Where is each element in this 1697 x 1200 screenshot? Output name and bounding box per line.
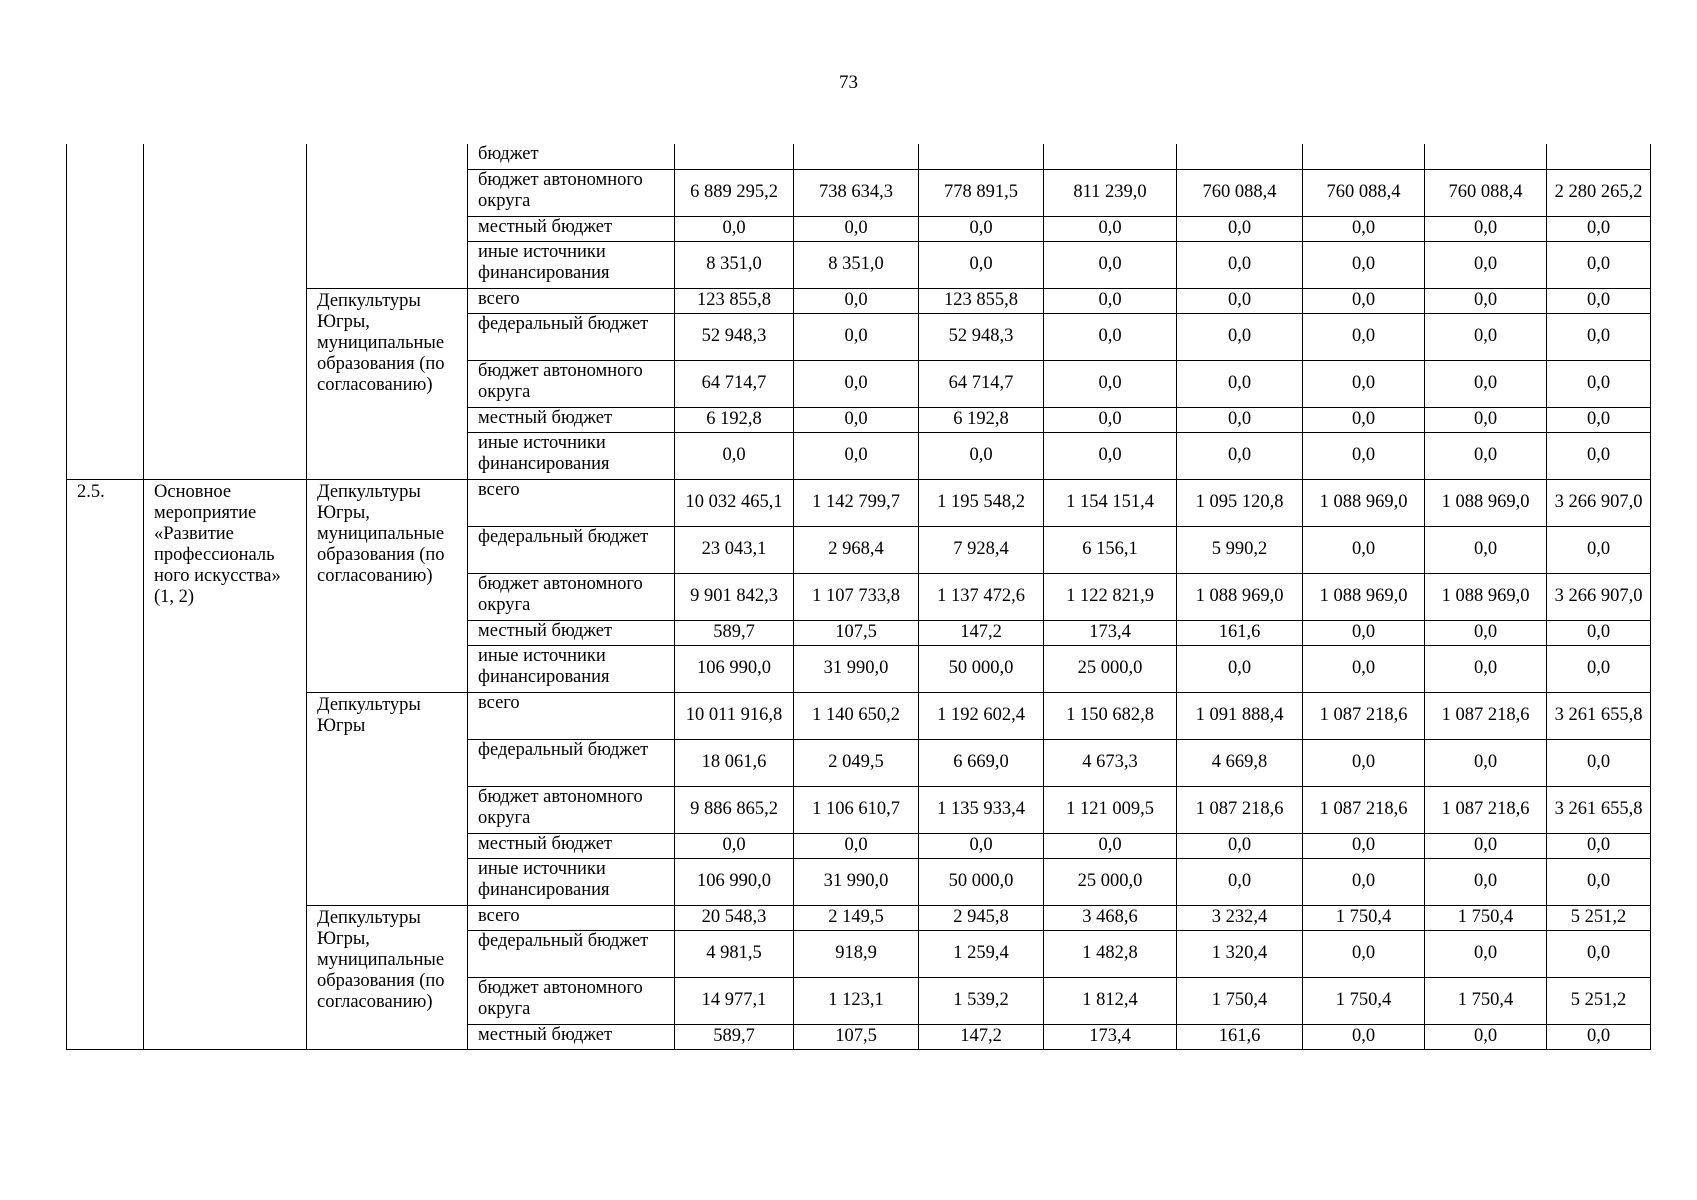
value-cell: 0,0 xyxy=(1177,288,1303,313)
value-cell: 23 043,1 xyxy=(675,526,794,573)
value-cell: 0,0 xyxy=(1177,241,1303,288)
value-cell: 0,0 xyxy=(1044,241,1177,288)
value-cell: 1 750,4 xyxy=(1303,977,1425,1024)
value-cell: 0,0 xyxy=(1177,645,1303,692)
value-cell: 738 634,3 xyxy=(794,169,919,216)
value-cell: 2 049,5 xyxy=(794,739,919,786)
value-cell: 0,0 xyxy=(1177,833,1303,858)
value-cell: 0,0 xyxy=(1425,526,1547,573)
value-cell: 147,2 xyxy=(919,620,1044,645)
value-cell: 3 468,6 xyxy=(1044,905,1177,930)
value-cell: 25 000,0 xyxy=(1044,858,1177,905)
measure-title-cell: Основное мероприятие «Развитие профессиональ ного искусства» (1, 2) xyxy=(144,479,307,1049)
value-cell: 173,4 xyxy=(1044,620,1177,645)
value-cell: 4 669,8 xyxy=(1177,739,1303,786)
value-cell: 1 750,4 xyxy=(1425,977,1547,1024)
value-cell xyxy=(1177,144,1303,169)
measure-number-cell: 2.5. xyxy=(67,479,144,1049)
value-cell: 1 192 602,4 xyxy=(919,692,1044,739)
funding-source-cell: всего xyxy=(468,905,675,930)
value-cell: 1 320,4 xyxy=(1177,930,1303,977)
value-cell: 5 990,2 xyxy=(1177,526,1303,573)
value-cell: 3 232,4 xyxy=(1177,905,1303,930)
value-cell: 1 122 821,9 xyxy=(1044,573,1177,620)
value-cell: 9 886 865,2 xyxy=(675,786,794,833)
value-cell: 1 539,2 xyxy=(919,977,1044,1024)
value-cell: 0,0 xyxy=(675,432,794,479)
value-cell: 0,0 xyxy=(1425,360,1547,407)
value-cell: 0,0 xyxy=(794,432,919,479)
value-cell: 0,0 xyxy=(794,216,919,241)
value-cell: 0,0 xyxy=(1425,407,1547,432)
value-cell: 0,0 xyxy=(1177,407,1303,432)
value-cell: 0,0 xyxy=(1547,407,1651,432)
value-cell: 1 106 610,7 xyxy=(794,786,919,833)
value-cell: 0,0 xyxy=(1425,216,1547,241)
value-cell: 0,0 xyxy=(1303,241,1425,288)
value-cell: 0,0 xyxy=(1547,526,1651,573)
value-cell: 0,0 xyxy=(1303,313,1425,360)
value-cell: 0,0 xyxy=(1303,645,1425,692)
funding-source-cell: бюджет xyxy=(468,144,675,169)
value-cell: 6 192,8 xyxy=(675,407,794,432)
executor-cell: Депкультуры Югры, муниципальные образования (по согласованию) xyxy=(307,479,468,692)
value-cell xyxy=(794,144,919,169)
value-cell: 0,0 xyxy=(1425,313,1547,360)
value-cell: 2 149,5 xyxy=(794,905,919,930)
value-cell: 0,0 xyxy=(1303,1024,1425,1049)
value-cell: 0,0 xyxy=(1044,432,1177,479)
value-cell: 0,0 xyxy=(919,216,1044,241)
value-cell: 4 673,3 xyxy=(1044,739,1177,786)
value-cell: 0,0 xyxy=(1547,288,1651,313)
value-cell: 1 088 969,0 xyxy=(1303,573,1425,620)
value-cell: 2 280 265,2 xyxy=(1547,169,1651,216)
value-cell: 760 088,4 xyxy=(1303,169,1425,216)
value-cell: 1 087 218,6 xyxy=(1303,692,1425,739)
value-cell: 0,0 xyxy=(1425,739,1547,786)
value-cell: 8 351,0 xyxy=(675,241,794,288)
value-cell: 0,0 xyxy=(1425,833,1547,858)
value-cell: 123 855,8 xyxy=(675,288,794,313)
value-cell: 589,7 xyxy=(675,620,794,645)
value-cell: 50 000,0 xyxy=(919,858,1044,905)
funding-source-cell: иные источники финансирования xyxy=(468,645,675,692)
value-cell: 0,0 xyxy=(675,833,794,858)
funding-source-cell: иные источники финансирования xyxy=(468,432,675,479)
page-number: 73 xyxy=(839,72,858,93)
value-cell: 0,0 xyxy=(1547,313,1651,360)
value-cell: 0,0 xyxy=(919,432,1044,479)
value-cell: 6 192,8 xyxy=(919,407,1044,432)
value-cell: 0,0 xyxy=(1547,858,1651,905)
funding-source-cell: федеральный бюджет xyxy=(468,930,675,977)
value-cell: 1 087 218,6 xyxy=(1303,786,1425,833)
value-cell: 0,0 xyxy=(919,833,1044,858)
value-cell: 173,4 xyxy=(1044,1024,1177,1049)
value-cell: 161,6 xyxy=(1177,1024,1303,1049)
funding-source-cell: федеральный бюджет xyxy=(468,739,675,786)
funding-source-cell: бюджет автономного округа xyxy=(468,977,675,1024)
value-cell: 918,9 xyxy=(794,930,919,977)
value-cell: 0,0 xyxy=(1547,241,1651,288)
value-cell: 0,0 xyxy=(1425,645,1547,692)
value-cell: 0,0 xyxy=(1547,1024,1651,1049)
value-cell: 0,0 xyxy=(1303,858,1425,905)
value-cell: 5 251,2 xyxy=(1547,977,1651,1024)
funding-source-cell: местный бюджет xyxy=(468,620,675,645)
executor-cell: Депкультуры Югры, муниципальные образования (по согласованию) xyxy=(307,905,468,1049)
value-cell: 0,0 xyxy=(794,313,919,360)
value-cell: 1 750,4 xyxy=(1177,977,1303,1024)
funding-source-cell: всего xyxy=(468,692,675,739)
value-cell: 0,0 xyxy=(1303,526,1425,573)
funding-source-cell: местный бюджет xyxy=(468,1024,675,1049)
value-cell: 25 000,0 xyxy=(1044,645,1177,692)
value-cell: 0,0 xyxy=(1177,216,1303,241)
value-cell: 1 142 799,7 xyxy=(794,479,919,526)
value-cell: 1 087 218,6 xyxy=(1425,786,1547,833)
value-cell: 2 945,8 xyxy=(919,905,1044,930)
value-cell: 1 095 120,8 xyxy=(1177,479,1303,526)
value-cell: 1 140 650,2 xyxy=(794,692,919,739)
value-cell: 0,0 xyxy=(794,288,919,313)
value-cell: 106 990,0 xyxy=(675,645,794,692)
value-cell: 0,0 xyxy=(1303,360,1425,407)
value-cell: 1 195 548,2 xyxy=(919,479,1044,526)
value-cell: 0,0 xyxy=(1425,930,1547,977)
value-cell: 0,0 xyxy=(1303,930,1425,977)
value-cell: 1 750,4 xyxy=(1303,905,1425,930)
value-cell: 0,0 xyxy=(1425,288,1547,313)
value-cell: 778 891,5 xyxy=(919,169,1044,216)
value-cell: 0,0 xyxy=(1547,645,1651,692)
value-cell: 50 000,0 xyxy=(919,645,1044,692)
value-cell: 1 091 888,4 xyxy=(1177,692,1303,739)
value-cell: 0,0 xyxy=(1425,1024,1547,1049)
value-cell: 1 150 682,8 xyxy=(1044,692,1177,739)
executor-cell xyxy=(307,144,468,288)
executor-cell: Депкультуры Югры xyxy=(307,692,468,905)
value-cell: 0,0 xyxy=(1044,833,1177,858)
value-cell: 161,6 xyxy=(1177,620,1303,645)
value-cell: 0,0 xyxy=(1303,620,1425,645)
value-cell: 1 121 009,5 xyxy=(1044,786,1177,833)
value-cell: 0,0 xyxy=(1547,360,1651,407)
value-cell xyxy=(1303,144,1425,169)
funding-source-cell: федеральный бюджет xyxy=(468,526,675,573)
table-row xyxy=(67,144,1651,169)
value-cell: 52 948,3 xyxy=(919,313,1044,360)
value-cell: 10 032 465,1 xyxy=(675,479,794,526)
table-row xyxy=(67,479,1651,526)
value-cell: 6 156,1 xyxy=(1044,526,1177,573)
value-cell xyxy=(1044,144,1177,169)
measure-number-cell xyxy=(67,144,144,479)
executor-cell: Депкультуры Югры, муниципальные образования (по согласованию) xyxy=(307,288,468,479)
value-cell: 0,0 xyxy=(919,241,1044,288)
value-cell: 5 251,2 xyxy=(1547,905,1651,930)
funding-source-cell: всего xyxy=(468,288,675,313)
value-cell: 0,0 xyxy=(1044,407,1177,432)
value-cell: 31 990,0 xyxy=(794,645,919,692)
funding-source-cell: всего xyxy=(468,479,675,526)
value-cell: 1 812,4 xyxy=(1044,977,1177,1024)
value-cell: 52 948,3 xyxy=(675,313,794,360)
value-cell: 6 889 295,2 xyxy=(675,169,794,216)
funding-source-cell: иные источники финансирования xyxy=(468,241,675,288)
funding-source-cell: бюджет автономного округа xyxy=(468,786,675,833)
value-cell: 0,0 xyxy=(1425,432,1547,479)
value-cell: 0,0 xyxy=(1303,432,1425,479)
value-cell: 0,0 xyxy=(1177,858,1303,905)
value-cell: 0,0 xyxy=(1547,432,1651,479)
value-cell: 0,0 xyxy=(675,216,794,241)
value-cell: 20 548,3 xyxy=(675,905,794,930)
value-cell: 14 977,1 xyxy=(675,977,794,1024)
value-cell xyxy=(919,144,1044,169)
value-cell: 0,0 xyxy=(794,407,919,432)
funding-source-cell: бюджет автономного округа xyxy=(468,360,675,407)
value-cell: 0,0 xyxy=(1547,739,1651,786)
value-cell: 3 261 655,8 xyxy=(1547,786,1651,833)
value-cell: 760 088,4 xyxy=(1177,169,1303,216)
value-cell: 1 154 151,4 xyxy=(1044,479,1177,526)
funding-source-cell: местный бюджет xyxy=(468,407,675,432)
value-cell: 0,0 xyxy=(1044,360,1177,407)
value-cell: 1 087 218,6 xyxy=(1425,692,1547,739)
value-cell: 2 968,4 xyxy=(794,526,919,573)
funding-source-cell: бюджет автономного округа xyxy=(468,573,675,620)
value-cell: 1 750,4 xyxy=(1425,905,1547,930)
value-cell: 0,0 xyxy=(1425,620,1547,645)
value-cell: 18 061,6 xyxy=(675,739,794,786)
value-cell: 0,0 xyxy=(1177,360,1303,407)
value-cell: 760 088,4 xyxy=(1425,169,1547,216)
value-cell: 0,0 xyxy=(1177,313,1303,360)
value-cell xyxy=(675,144,794,169)
value-cell: 3 266 907,0 xyxy=(1547,573,1651,620)
funding-source-cell: местный бюджет xyxy=(468,216,675,241)
value-cell: 0,0 xyxy=(1547,216,1651,241)
value-cell: 1 137 472,6 xyxy=(919,573,1044,620)
value-cell: 107,5 xyxy=(794,1024,919,1049)
value-cell: 0,0 xyxy=(1303,833,1425,858)
value-cell: 31 990,0 xyxy=(794,858,919,905)
value-cell: 1 088 969,0 xyxy=(1425,573,1547,620)
measure-title-cell xyxy=(144,144,307,479)
value-cell: 0,0 xyxy=(1303,288,1425,313)
value-cell: 811 239,0 xyxy=(1044,169,1177,216)
value-cell: 1 135 933,4 xyxy=(919,786,1044,833)
value-cell: 106 990,0 xyxy=(675,858,794,905)
value-cell: 147,2 xyxy=(919,1024,1044,1049)
value-cell: 64 714,7 xyxy=(919,360,1044,407)
value-cell: 0,0 xyxy=(1044,216,1177,241)
value-cell: 3 261 655,8 xyxy=(1547,692,1651,739)
value-cell: 1 087 218,6 xyxy=(1177,786,1303,833)
value-cell: 1 088 969,0 xyxy=(1303,479,1425,526)
value-cell: 1 123,1 xyxy=(794,977,919,1024)
funding-source-cell: местный бюджет xyxy=(468,833,675,858)
value-cell: 7 928,4 xyxy=(919,526,1044,573)
value-cell: 0,0 xyxy=(1547,930,1651,977)
value-cell: 0,0 xyxy=(1425,858,1547,905)
funding-source-cell: бюджет автономного округа xyxy=(468,169,675,216)
value-cell: 64 714,7 xyxy=(675,360,794,407)
value-cell: 1 088 969,0 xyxy=(1425,479,1547,526)
funding-source-cell: иные источники финансирования xyxy=(468,858,675,905)
value-cell: 6 669,0 xyxy=(919,739,1044,786)
value-cell xyxy=(1547,144,1651,169)
value-cell: 0,0 xyxy=(794,833,919,858)
value-cell: 0,0 xyxy=(1303,407,1425,432)
value-cell: 0,0 xyxy=(1547,833,1651,858)
value-cell: 0,0 xyxy=(1547,620,1651,645)
value-cell: 1 259,4 xyxy=(919,930,1044,977)
value-cell: 0,0 xyxy=(1303,216,1425,241)
value-cell: 107,5 xyxy=(794,620,919,645)
value-cell xyxy=(1425,144,1547,169)
value-cell: 123 855,8 xyxy=(919,288,1044,313)
value-cell: 10 011 916,8 xyxy=(675,692,794,739)
value-cell: 589,7 xyxy=(675,1024,794,1049)
value-cell: 1 482,8 xyxy=(1044,930,1177,977)
value-cell: 0,0 xyxy=(1044,313,1177,360)
value-cell: 0,0 xyxy=(1425,241,1547,288)
value-cell: 9 901 842,3 xyxy=(675,573,794,620)
value-cell: 0,0 xyxy=(1177,432,1303,479)
value-cell: 1 107 733,8 xyxy=(794,573,919,620)
value-cell: 4 981,5 xyxy=(675,930,794,977)
financing-table xyxy=(66,144,1651,1050)
value-cell: 0,0 xyxy=(794,360,919,407)
value-cell: 0,0 xyxy=(1303,739,1425,786)
value-cell: 1 088 969,0 xyxy=(1177,573,1303,620)
value-cell: 0,0 xyxy=(1044,288,1177,313)
value-cell: 8 351,0 xyxy=(794,241,919,288)
value-cell: 3 266 907,0 xyxy=(1547,479,1651,526)
funding-source-cell: федеральный бюджет xyxy=(468,313,675,360)
